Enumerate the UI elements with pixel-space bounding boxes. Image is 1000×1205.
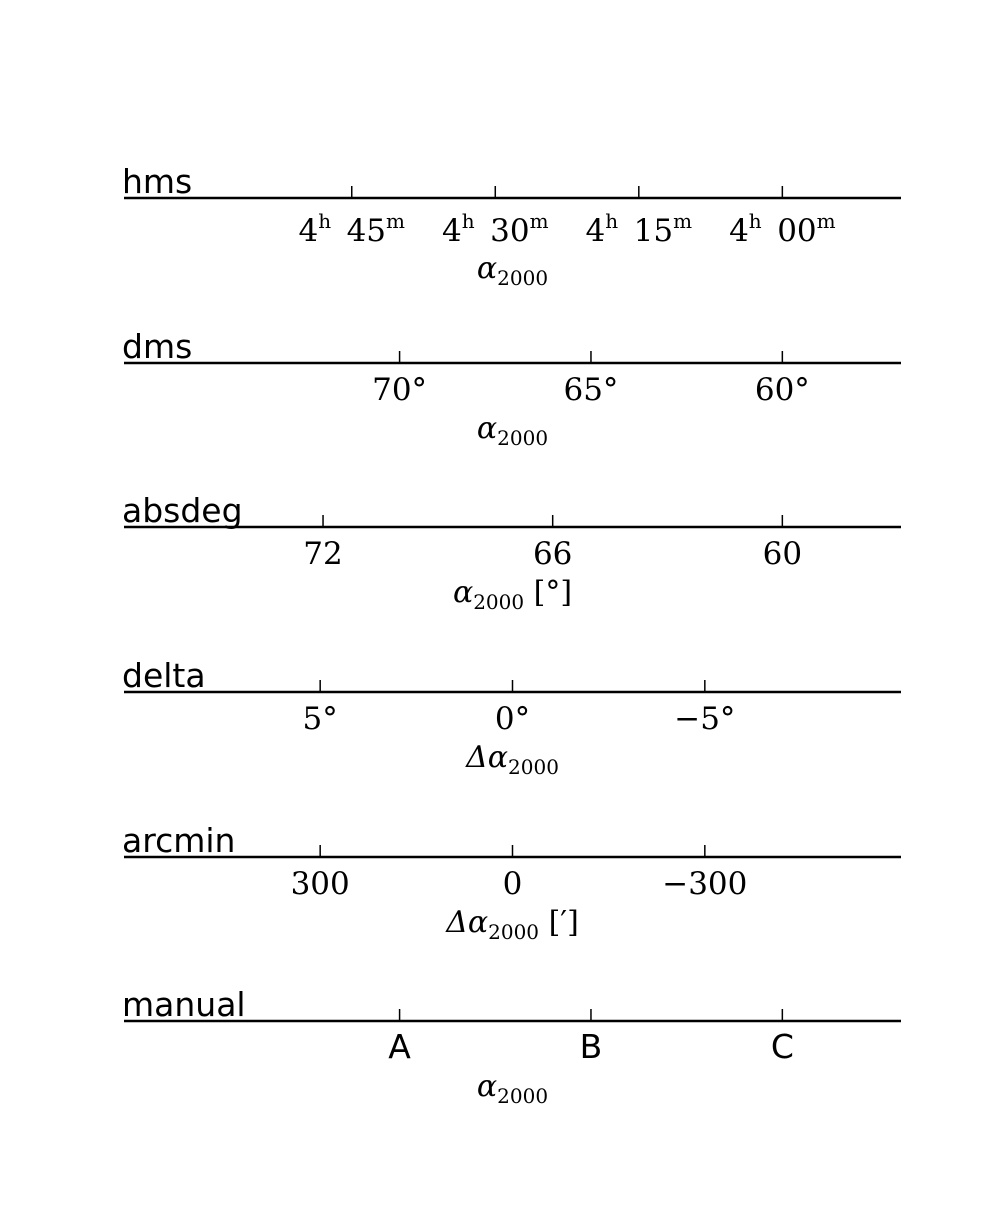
axis-title: dms — [122, 327, 193, 366]
axis-xlabel: $\alpha_{2000}$ [°] — [452, 575, 573, 614]
tick-label: −5° — [674, 701, 736, 737]
axis-title: manual — [122, 985, 246, 1024]
axis-panel-dms — [122, 327, 901, 450]
axis-panel-hms — [122, 162, 901, 290]
tick-label: −300 — [662, 866, 748, 902]
axis-xlabel: $\alpha_{2000}$ — [476, 1069, 549, 1108]
tick-label: 60° — [754, 372, 810, 408]
axis-panel-manual — [122, 985, 901, 1108]
axis-title: arcmin — [122, 821, 236, 860]
axis-title: hms — [122, 162, 193, 201]
axis-xlabel: $\Delta\alpha_{2000}$ [′] — [446, 905, 579, 944]
tick-label: 70° — [372, 372, 428, 408]
axis-xlabel: $\alpha_{2000}$ — [476, 411, 549, 450]
tick-label: 66 — [532, 536, 573, 572]
tick-label: 4$^h$ 30$^m$ — [442, 209, 549, 249]
tick-label: C — [770, 1027, 794, 1066]
tick-label: B — [579, 1027, 603, 1066]
axis-xlabel: $\Delta\alpha_{2000}$ — [466, 740, 559, 779]
tick-label: 0° — [494, 701, 531, 737]
axis-panel-absdeg — [122, 491, 901, 614]
axis-title: delta — [122, 656, 206, 695]
axis-panel-delta — [122, 656, 901, 779]
tick-label: 4$^h$ 15$^m$ — [585, 209, 693, 249]
axis-title: absdeg — [122, 491, 243, 530]
tick-label: 300 — [290, 866, 350, 902]
tick-label: 60 — [762, 536, 803, 572]
tick-label: A — [388, 1027, 411, 1066]
tick-label: 5° — [302, 701, 338, 737]
tick-label: 65° — [563, 372, 619, 408]
tick-label: 0 — [502, 866, 523, 902]
axis-xlabel: $\alpha_{2000}$ — [476, 251, 549, 290]
axis-panel-arcmin — [122, 821, 901, 944]
tick-label: 4$^h$ 45$^m$ — [298, 209, 406, 249]
tick-label: 4$^h$ 00$^m$ — [729, 209, 836, 249]
tick-label: 72 — [303, 536, 343, 572]
